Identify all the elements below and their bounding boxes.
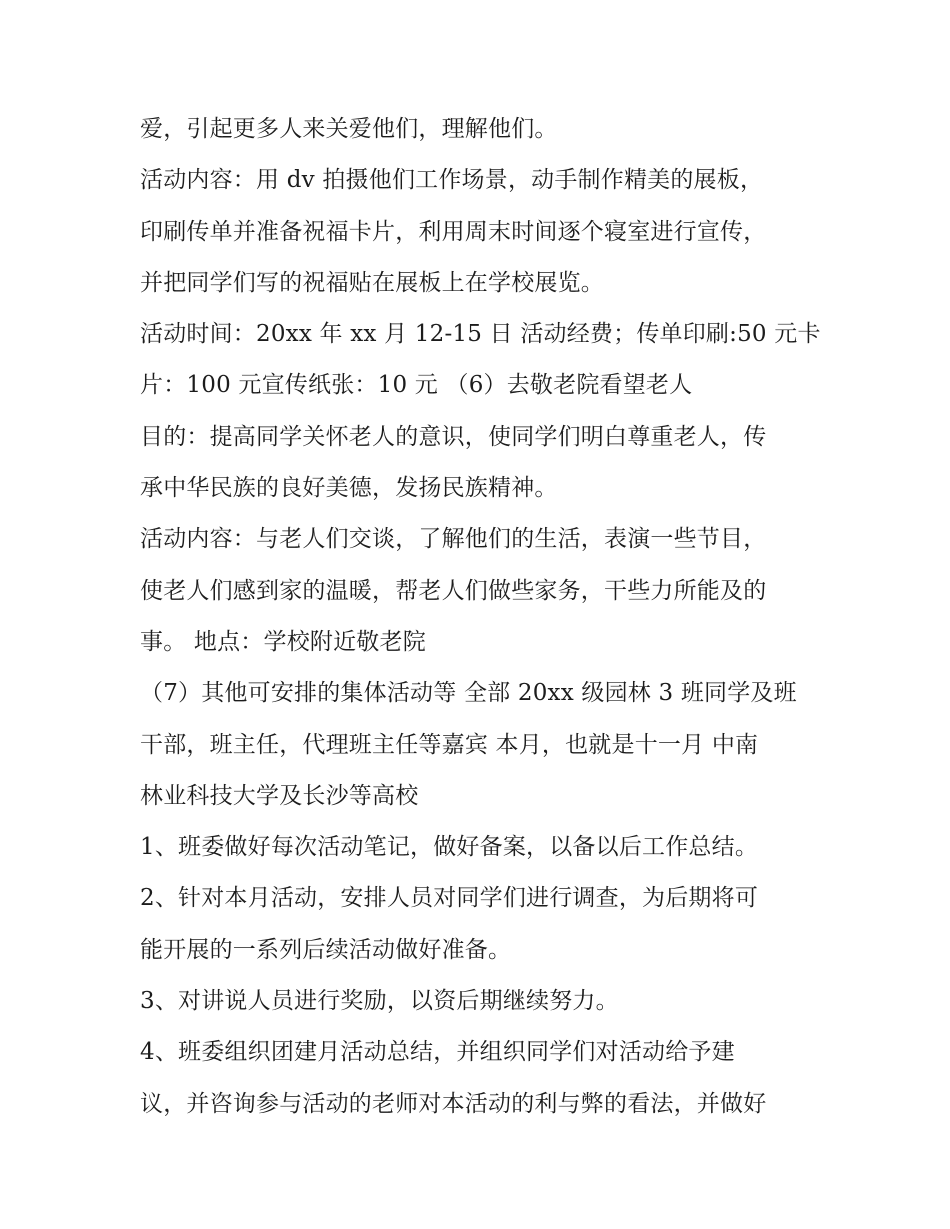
text-line: 林业科技大学及长沙等高校 [140,782,419,809]
text-line: 活动内容：用 dv 拍摄他们工作场景，动手制作精美的展板， [140,167,764,194]
text-line: 能开展的一系列后续活动做好准备。 [140,936,512,963]
text-line: 爱，引起更多人来关爱他们，理解他们。 [140,116,558,142]
text-line: 议，并咨询参与活动的老师对本活动的利与弊的看法，并做好 [140,1090,767,1117]
text-line: 2、针对本月活动，安排人员对同学们进行调查，为后期将可 [140,885,759,912]
text-line: 使老人们感到家的温暖，帮老人们做些家务，干些力所能及的 [140,577,767,604]
text-line: 活动时间：20xx 年 xx 月 12-15 日 活动经费；传单印刷:50 元卡 [140,321,821,348]
text-line: 3、对讲说人员进行奖励，以资后期继续努力。 [140,988,619,1015]
text-line: 目的：提高同学关怀老人的意识，使同学们明白尊重老人，传 [140,423,767,450]
text-line: 事。 地点：学校附近敬老院 [140,628,426,655]
document-body [140,104,830,1130]
text-line: 活动内容：与老人们交谈，了解他们的生活，表演一些节目， [140,526,767,553]
text-line: 片：100 元宣传纸张：10 元 （6）去敬老院看望老人 [140,372,693,399]
text-line: 承中华民族的良好美德，发扬民族精神。 [140,475,558,502]
text-line: 1、班委做好每次活动笔记，做好备案，以备以后工作总结。 [140,834,759,861]
text-line: 印刷传单并准备祝福卡片，利用周末时间逐个寝室进行宣传， [140,218,767,245]
text-line: 4、班委组织团建月活动总结，并组织同学们对活动给予建 [140,1039,735,1066]
text-line: 并把同学们写的祝福贴在展板上在学校展览。 [140,269,604,296]
text-line: 干部，班主任，代理班主任等嘉宾 本月，也就是十一月 中南 [140,731,759,758]
text-line: （7）其他可安排的集体活动等 全部 20xx 级园林 3 班同学及班 [140,680,797,707]
